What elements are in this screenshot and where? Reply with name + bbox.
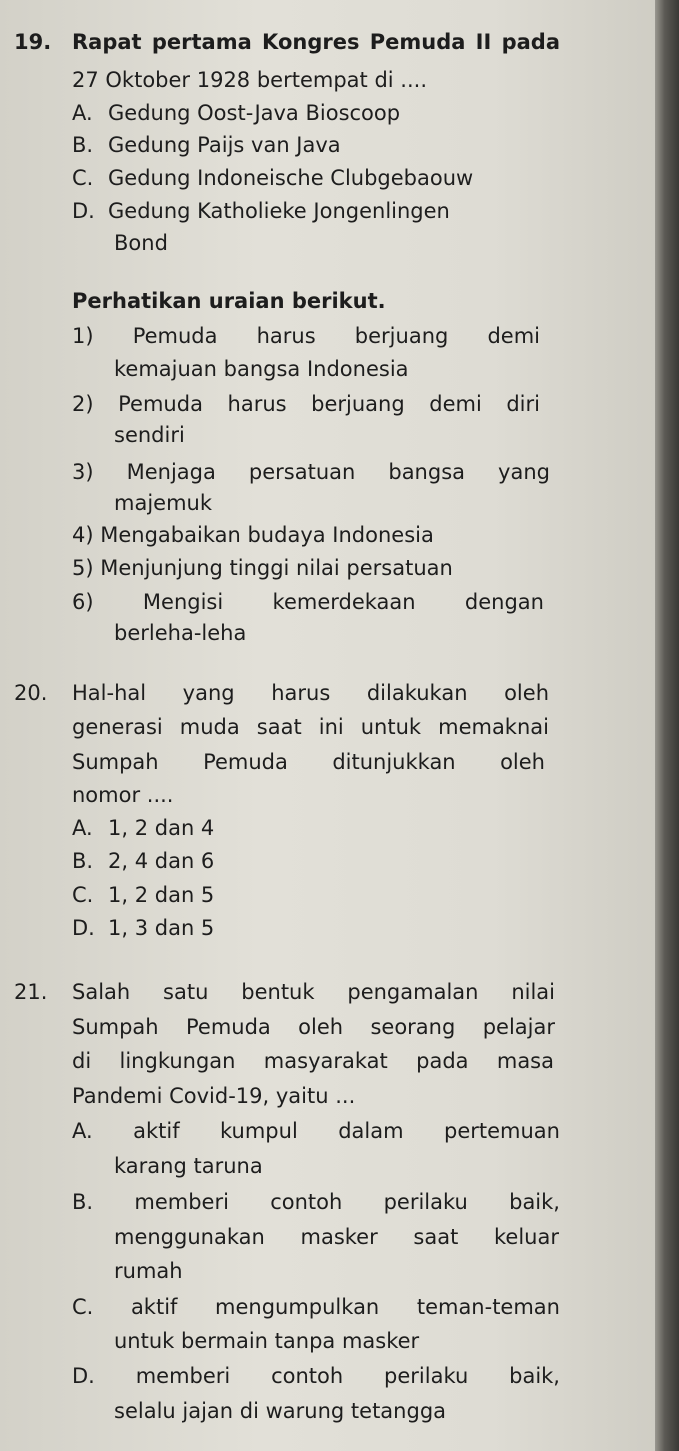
option-text: Gedung Paijs van Java — [108, 133, 341, 157]
passage-item-5 — [72, 554, 453, 582]
item-number: 6) — [72, 590, 94, 614]
question-19-option-b — [72, 131, 341, 159]
question-21-option-a-continuation: karang taruna — [114, 1154, 263, 1178]
question-21-text-line-3: di lingkungan masyarakat pada masa — [72, 1049, 554, 1073]
item-number: 4) — [72, 523, 94, 547]
question-20-option-c — [72, 881, 214, 909]
item-text: Menjunjung tinggi nilai persatuan — [100, 556, 453, 580]
page-edge-shadow — [655, 0, 679, 1451]
question-21-option-c-continuation: untuk bermain tanpa masker — [114, 1329, 420, 1353]
question-21-option-b — [72, 1188, 560, 1216]
question-21-text-line-2: Sumpah Pemuda oleh seorang pelajar — [72, 1015, 555, 1039]
item-text: Menjaga persatuan bangsa yang — [126, 460, 550, 484]
question-21-option-d-continuation: selalu jajan di warung tetangga — [114, 1399, 447, 1423]
question-21-text-line-4: Pandemi Covid-19, yaitu ... — [72, 1084, 356, 1108]
passage-item-4 — [72, 521, 434, 549]
passage-item-1-continuation: kemajuan bangsa Indonesia — [114, 357, 409, 381]
passage-item-2 — [72, 390, 540, 418]
option-letter: D. — [72, 199, 95, 223]
option-text: Gedung Oost-Java Bioscoop — [108, 101, 401, 125]
item-text: Mengabaikan budaya Indonesia — [100, 523, 434, 547]
question-19-option-c — [72, 164, 473, 192]
question-20-number: 20. — [14, 681, 48, 705]
question-19-option-d-continuation: Bond — [114, 231, 168, 255]
option-letter: C. — [72, 1295, 94, 1319]
option-letter: B. — [72, 133, 94, 157]
item-text: Pemuda harus berjuang demi — [132, 324, 540, 348]
option-text: 1, 2 dan 4 — [108, 816, 215, 840]
option-text: Gedung Indoneische Clubgebaouw — [108, 166, 474, 190]
question-19-number: 19. — [14, 30, 52, 54]
passage-heading: Perhatikan uraian berikut. — [72, 289, 386, 313]
passage-item-2-continuation: sendiri — [114, 423, 185, 447]
item-number: 5) — [72, 556, 94, 580]
question-20-text-line-1: Hal-hal yang harus dilakukan oleh — [72, 681, 549, 705]
question-19-option-d — [72, 197, 592, 225]
question-21-number: 21. — [14, 980, 48, 1004]
question-19-option-a — [72, 99, 400, 127]
question-21-option-c — [72, 1293, 560, 1321]
question-21-option-b-continuation-2: rumah — [114, 1259, 183, 1283]
question-20-option-b — [72, 847, 214, 875]
item-text: Mengisi kemerdekaan dengan — [142, 590, 544, 614]
option-letter: C. — [72, 166, 94, 190]
passage-item-6 — [72, 588, 544, 616]
passage-item-3-continuation: majemuk — [114, 491, 213, 515]
question-20-text-line-3: Sumpah Pemuda ditunjukkan oleh — [72, 750, 545, 774]
passage-item-6-continuation: berleha-leha — [114, 621, 247, 645]
question-19-text-line-2: 27 Oktober 1928 bertempat di .... — [72, 68, 427, 92]
passage-item-1 — [72, 322, 540, 350]
option-letter: D. — [72, 1364, 95, 1388]
option-letter: A. — [72, 101, 93, 125]
question-20-option-d — [72, 914, 214, 942]
option-text: memberi contoh perilaku baik, — [135, 1364, 560, 1388]
option-letter: A. — [72, 816, 93, 840]
option-letter: B. — [72, 1190, 94, 1214]
option-text: memberi contoh perilaku baik, — [134, 1190, 560, 1214]
question-20-option-a — [72, 814, 214, 842]
question-19-text-line-1: Rapat pertama Kongres Pemuda II pada — [72, 30, 560, 54]
option-text: aktif mengumpulkan teman-teman — [130, 1295, 560, 1319]
question-21-option-b-continuation-1: menggunakan masker saat keluar — [114, 1225, 559, 1249]
option-letter: B. — [72, 849, 94, 873]
option-text: 1, 3 dan 5 — [108, 916, 215, 940]
item-number: 3) — [72, 460, 94, 484]
option-text: 1, 2 dan 5 — [108, 883, 215, 907]
question-21-option-a — [72, 1117, 560, 1145]
item-number: 1) — [72, 324, 94, 348]
option-text: 2, 4 dan 6 — [108, 849, 215, 873]
option-letter: D. — [72, 916, 95, 940]
option-letter: A. — [72, 1119, 93, 1143]
option-text: aktif kumpul dalam pertemuan — [133, 1119, 560, 1143]
question-20-text-line-2: generasi muda saat ini untuk memaknai — [72, 715, 549, 739]
item-number: 2) — [72, 392, 94, 416]
option-text: Gedung Katholieke Jongenlingen — [108, 199, 450, 223]
option-letter: C. — [72, 883, 94, 907]
passage-item-3 — [72, 458, 550, 486]
question-21-text-line-1: Salah satu bentuk pengamalan nilai — [72, 980, 555, 1004]
question-21-option-d — [72, 1362, 560, 1390]
question-20-text-line-4: nomor .... — [72, 783, 174, 807]
item-text: Pemuda harus berjuang demi diri — [118, 392, 540, 416]
